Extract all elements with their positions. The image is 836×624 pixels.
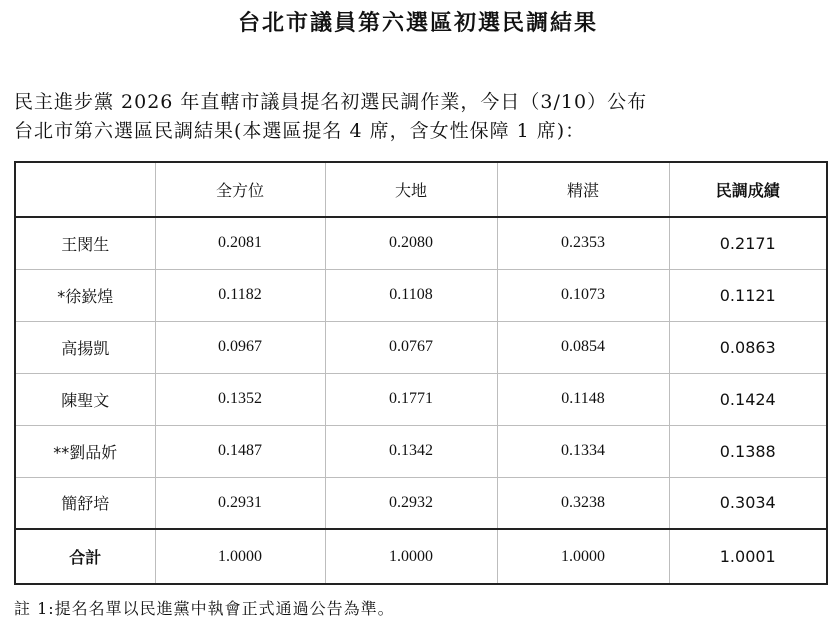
total-final-score: 1.0001: [669, 529, 827, 584]
final-score: 0.1388: [669, 425, 827, 477]
header-pollster-dadi: 大地: [325, 162, 497, 217]
final-score: 0.1424: [669, 373, 827, 425]
score-dadi: 0.1342: [325, 425, 497, 477]
score-dadi: 0.0767: [325, 321, 497, 373]
document-title: 台北市議員第六選區初選民調結果: [237, 10, 598, 36]
total-label: 合計: [15, 529, 155, 584]
footnote: 註 1:提名名單以民進黨中執會正式通過公告為準。: [14, 599, 395, 618]
score-jingzhan: 0.0854: [497, 321, 669, 373]
total-row: [15, 529, 827, 584]
candidate-name: *徐嶔煌: [15, 269, 155, 321]
header-pollster-quanfangwei: 全方位: [155, 162, 325, 217]
candidate-name: 陳聖文: [15, 373, 155, 425]
candidate-name: 簡舒培: [15, 477, 155, 529]
score-quanfangwei: 0.1487: [155, 425, 325, 477]
table-row: [15, 373, 827, 425]
total-jingzhan: 1.0000: [497, 529, 669, 584]
final-score: 0.2171: [669, 217, 827, 269]
header-pollster-jingzhan: 精湛: [497, 162, 669, 217]
table-row: [15, 477, 827, 529]
score-dadi: 0.1771: [325, 373, 497, 425]
score-quanfangwei: 0.1352: [155, 373, 325, 425]
score-jingzhan: 0.1334: [497, 425, 669, 477]
score-dadi: 0.2932: [325, 477, 497, 529]
final-score: 0.0863: [669, 321, 827, 373]
intro-line-1: 民主進步黨 2026 年直轄市議員提名初選民調作業，今日（3/10）公布: [14, 91, 648, 113]
table-row: [15, 321, 827, 373]
candidate-name: **劉品妡: [15, 425, 155, 477]
score-quanfangwei: 0.0967: [155, 321, 325, 373]
score-dadi: 0.2080: [325, 217, 497, 269]
final-score: 0.3034: [669, 477, 827, 529]
score-jingzhan: 0.1148: [497, 373, 669, 425]
total-quanfangwei: 1.0000: [155, 529, 325, 584]
score-quanfangwei: 0.1182: [155, 269, 325, 321]
header-final-score: 民調成績: [669, 162, 827, 217]
final-score: 0.1121: [669, 269, 827, 321]
score-dadi: 0.1108: [325, 269, 497, 321]
table-row: [15, 425, 827, 477]
score-quanfangwei: 0.2931: [155, 477, 325, 529]
table-row: [15, 269, 827, 321]
score-jingzhan: 0.3238: [497, 477, 669, 529]
poll-results-table: [14, 161, 828, 585]
intro-paragraph: [14, 88, 814, 146]
table-row: [15, 217, 827, 269]
header-candidate: [15, 162, 155, 217]
score-quanfangwei: 0.2081: [155, 217, 325, 269]
candidate-name: 王閔生: [15, 217, 155, 269]
intro-line-2: 台北市第六選區民調結果(本選區提名 4 席，含女性保障 1 席)：: [14, 120, 586, 142]
score-jingzhan: 0.2353: [497, 217, 669, 269]
table-header-row: [15, 162, 827, 217]
score-jingzhan: 0.1073: [497, 269, 669, 321]
total-dadi: 1.0000: [325, 529, 497, 584]
candidate-name: 高揚凱: [15, 321, 155, 373]
